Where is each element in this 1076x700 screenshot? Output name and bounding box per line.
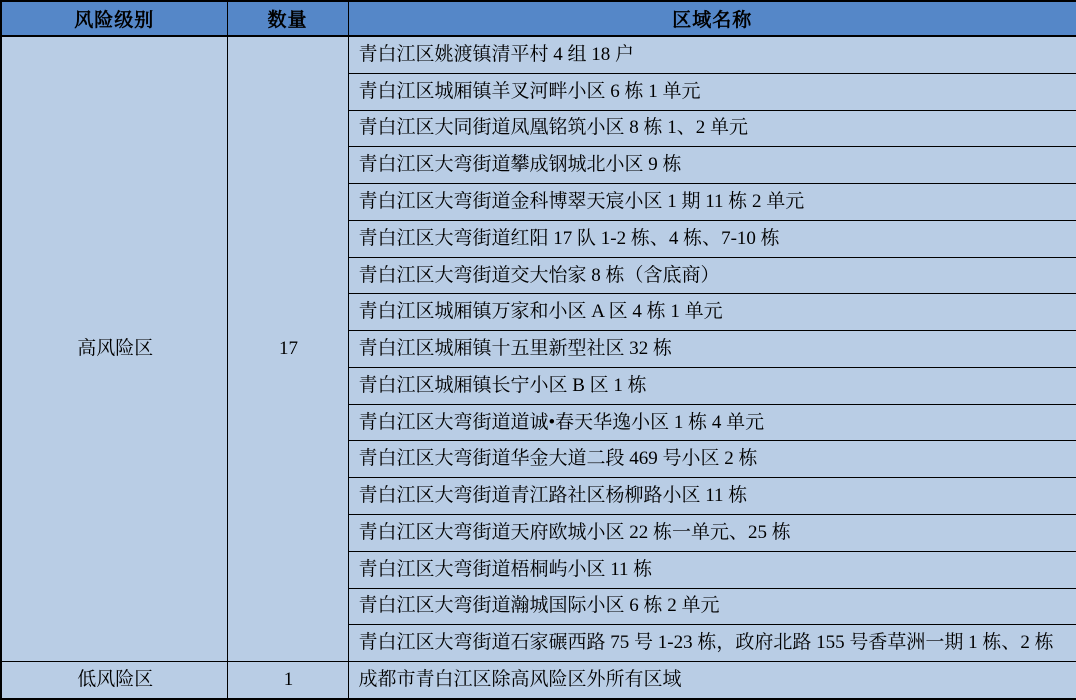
- region-name-cell: 青白江区大同街道凤凰铭筑小区 8 栋 1、2 单元: [348, 110, 1076, 147]
- risk-level-cell: 低风险区: [1, 662, 227, 699]
- region-name-cell: 青白江区城厢镇万家和小区 A 区 4 栋 1 单元: [348, 294, 1076, 331]
- region-name-cell: 青白江区城厢镇十五里新型社区 32 栋: [348, 331, 1076, 368]
- region-name-cell: 青白江区大弯街道红阳 17 队 1-2 栋、4 栋、7-10 栋: [348, 220, 1076, 257]
- risk-level-cell: 高风险区: [1, 36, 227, 662]
- region-name-cell: 青白江区大弯街道瀚城国际小区 6 栋 2 单元: [348, 588, 1076, 625]
- region-name-cell: 青白江区大弯街道石家碾西路 75 号 1-23 栋，政府北路 155 号香草洲一期 1 栋、2 栋: [348, 625, 1076, 662]
- table-row: [1, 662, 1076, 699]
- region-name-cell: 青白江区大弯街道交大怡家 8 栋（含底商）: [348, 257, 1076, 294]
- region-name-cell: 青白江区大弯街道天府欧城小区 22 栋一单元、25 栋: [348, 514, 1076, 551]
- count-cell: 1: [227, 662, 348, 699]
- region-name-cell: 青白江区姚渡镇清平村 4 组 18 户: [348, 36, 1076, 73]
- region-name-cell: 青白江区大弯街道青江路社区杨柳路小区 11 栋: [348, 478, 1076, 515]
- region-name-cell: 青白江区大弯街道攀成钢城北小区 9 栋: [348, 147, 1076, 184]
- table-body: [1, 36, 1076, 699]
- header-cell-risk-level: 风险级别: [1, 1, 227, 36]
- region-name-cell: 青白江区城厢镇长宁小区 B 区 1 栋: [348, 367, 1076, 404]
- region-name-cell: 青白江区大弯街道梧桐屿小区 11 栋: [348, 551, 1076, 588]
- table-header-row: [1, 1, 1076, 36]
- count-cell: 17: [227, 36, 348, 662]
- header-cell-count: 数量: [227, 1, 348, 36]
- region-name-cell: 青白江区城厢镇羊叉河畔小区 6 栋 1 单元: [348, 73, 1076, 110]
- region-name-cell: 成都市青白江区除高风险区外所有区域: [348, 662, 1076, 699]
- table-row: [1, 36, 1076, 73]
- region-name-cell: 青白江区大弯街道华金大道二段 469 号小区 2 栋: [348, 441, 1076, 478]
- header-cell-region-name: 区域名称: [348, 1, 1076, 36]
- region-name-cell: 青白江区大弯街道金科博翠天宸小区 1 期 11 栋 2 单元: [348, 184, 1076, 221]
- region-name-cell: 青白江区大弯街道道诚•春天华逸小区 1 栋 4 单元: [348, 404, 1076, 441]
